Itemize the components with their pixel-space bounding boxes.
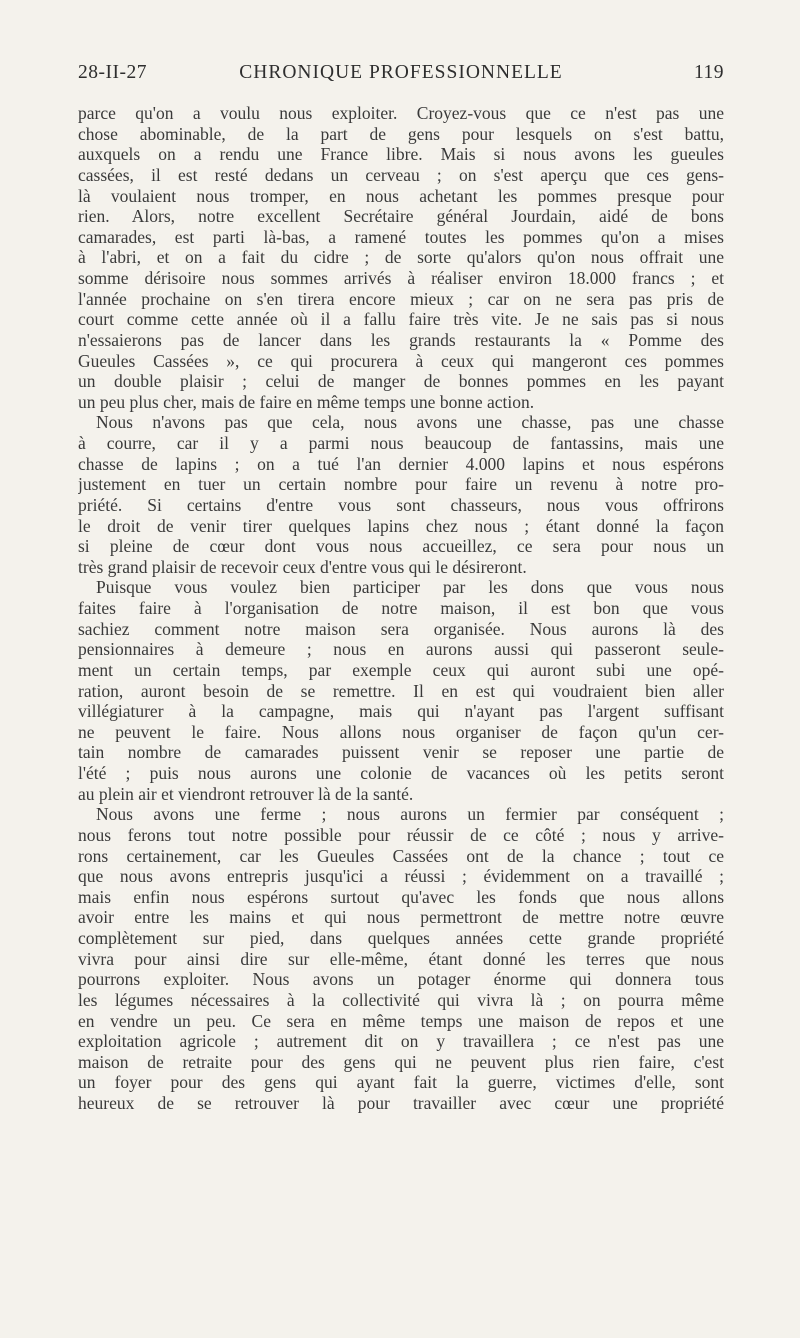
text-line: un foyer pour des gens qui ayant fait la guerre, victimes d'elle, sont — [78, 1072, 724, 1093]
text-line: court comme cette année où il a fallu faire très vite. Je ne sais pas si nous — [78, 309, 724, 330]
running-head — [78, 62, 724, 90]
text-line: mais enfin nous espérons surtout qu'avec les fonds que nous allons — [78, 886, 724, 907]
page-number: 119 — [693, 62, 724, 83]
text-line: Nous avons une ferme ; nous aurons un fermier par conséquent ; — [96, 804, 724, 825]
text-line: le droit de venir tirer quelques lapins chez nous ; étant donné la façon — [78, 515, 724, 536]
text-line: avoir entre les mains et qui nous permettront de mettre notre œuvre — [78, 907, 724, 928]
text-line: parce qu'on a voulu nous exploiter. Croyez-vous que ce n'est pas une — [78, 103, 724, 123]
text-line: à l'abri, et on a fait du cidre ; de sorte qu'alors qu'on nous offrait une — [78, 247, 724, 268]
text-line: exploitation agricole ; autrement dit on y travaillera ; ce n'est pas une — [78, 1031, 724, 1052]
text-line: que nous avons entrepris jusqu'ici a réussi ; évidemment on a travaillé ; — [78, 866, 724, 887]
text-line: un double plaisir ; celui de manger de bonnes pommes en les payant — [78, 371, 724, 392]
text-line: somme dérisoire nous sommes arrivés à réaliser environ 18.000 francs ; et — [78, 268, 724, 288]
text-line: villégiaturer à la campagne, mais qui n'ayant pas l'argent suffisant — [78, 701, 724, 722]
text-line: l'année prochaine on s'en tirera encore mieux ; car on ne sera pas pris de — [78, 288, 724, 309]
text-line: Puisque vous voulez bien participer par les dons que vous nous — [96, 577, 724, 598]
text-line: n'essaierons pas de lancer dans les grands restaurants la « Pomme des — [78, 329, 724, 350]
text-line: ration, auront besoin de se remettre. Il en est qui voudraient bien aller — [78, 680, 724, 701]
text-line: pensionnaires à demeure ; nous en aurons aussi qui passeront seule- — [78, 639, 724, 660]
text-line: les légumes nécessaires à la collectivité qui vivra là ; on pourra même — [78, 989, 724, 1010]
body-text — [78, 103, 724, 1114]
text-line: un peu plus cher, mais de faire en même temps une bonne action. — [78, 391, 535, 412]
header-title: CHRONIQUE PROFESSIONNELLE — [239, 62, 563, 83]
text-line: maison de retraite pour des gens qui ne peuvent plus rien faire, c'est — [78, 1051, 724, 1072]
text-line: rons certainement, car les Gueules Cassées ont de la chance ; tout ce — [78, 845, 724, 866]
text-line: auxquels on a rendu une France libre. Mais si nous avons les gueules — [78, 144, 724, 165]
text-line: chose abominable, de la part de gens pour lesquels on s'est battu, — [78, 123, 724, 144]
text-line: rien. Alors, notre excellent Secrétaire général Jourdain, aidé de bons — [78, 206, 724, 227]
text-line: là voulaient nous tromper, en nous achetant les pommes presque pour — [78, 185, 724, 206]
text-line: chasse de lapins ; on a tué l'an dernier 4.000 lapins et nous espérons — [78, 453, 724, 474]
text-line: cassées, il est resté dedans un cerveau ; on s'est aperçu que ces gens- — [78, 164, 724, 185]
text-line: camarades, est parti là-bas, a ramené toutes les pommes qu'on a mises — [78, 226, 724, 247]
text-line: tain nombre de camarades puissent venir se reposer une partie de — [78, 742, 724, 763]
text-line: Nous n'avons pas que cela, nous avons une chasse, pas une chasse — [96, 412, 724, 433]
text-line: vivra pour ainsi dire sur elle-même, étant donné les terres que nous — [78, 948, 724, 969]
text-line: heureux de se retrouver là pour travailler avec cœur une propriété — [78, 1093, 724, 1113]
header-date: 28-II-27 — [78, 62, 147, 83]
text-line: ment un certain temps, par exemple ceux qui auront subi une opé- — [78, 659, 724, 680]
text-line: en vendre un peu. Ce sera en même temps une maison de repos et une — [78, 1010, 724, 1031]
text-line: complètement sur pied, dans quelques années cette grande propriété — [78, 928, 724, 948]
text-line: priété. Si certains d'entre vous sont chasseurs, nous vous offrirons — [78, 494, 724, 515]
text-line: l'été ; puis nous aurons une colonie de vacances où les petits seront — [78, 763, 724, 783]
text-line: faites faire à l'organisation de notre maison, il est bon que vous — [78, 598, 724, 618]
text-line: justement en tuer un certain nombre pour faire un revenu à notre pro- — [78, 474, 724, 495]
text-line: nous ferons tout notre possible pour réussir de ce côté ; nous y arrive- — [78, 824, 724, 845]
text-line: pourrons exploiter. Nous avons un potager énorme qui donnera tous — [78, 969, 724, 990]
text-line: à courre, car il y a parmi nous beaucoup de fantassins, mais une — [78, 433, 724, 453]
text-line: ne peuvent le faire. Nous allons nous organiser de façon qu'un cer- — [78, 721, 724, 742]
text-line: Gueules Cassées », ce qui procurera à ceux qui mangeront ces pommes — [78, 350, 724, 371]
text-line: très grand plaisir de recevoir ceux d'entre vous qui le désireront. — [78, 556, 527, 577]
text-line: sachiez comment notre maison sera organisée. Nous aurons là des — [78, 618, 724, 639]
text-line: au plein air et viendront retrouver là de la santé. — [78, 783, 414, 804]
text-line: si pleine de cœur dont vous nous accueillez, ce sera pour nous un — [78, 536, 724, 557]
